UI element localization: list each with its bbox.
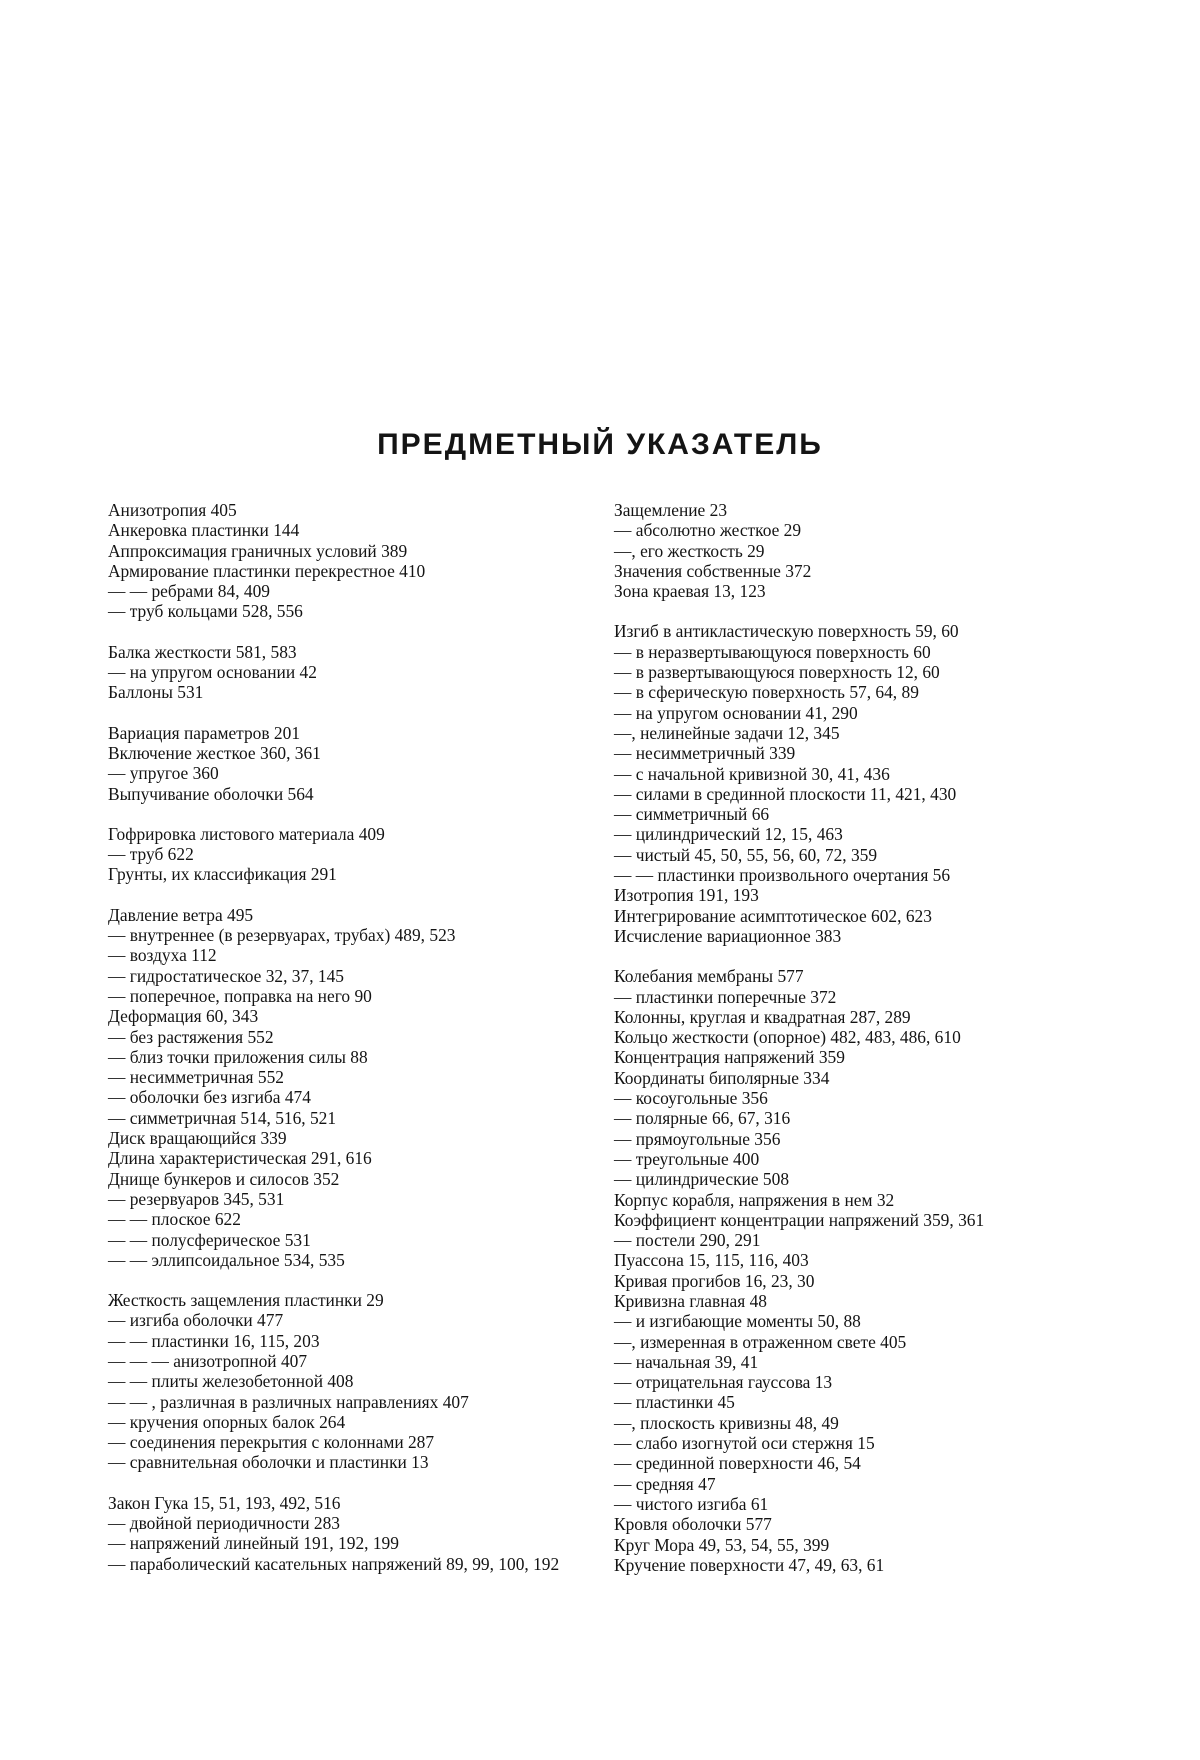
index-entry: — упругое 360 [108, 763, 219, 784]
index-entry: —, плоскость кривизны 48, 49 [614, 1412, 839, 1433]
index-group [108, 1290, 576, 1473]
index-entry: Кольцо жесткости (опорное) 482, 483, 486, 610 [614, 1027, 961, 1048]
index-entry: — цилиндрические 508 [614, 1169, 790, 1190]
index-entry: — параболический касательных напряжений 89, 99, 100, 192 [108, 1553, 560, 1574]
index-entry: Исчисление вариационное 383 [614, 925, 842, 946]
index-entry: — прямоугольные 356 [614, 1128, 781, 1149]
index-entry: Круг Мора 49, 53, 54, 55, 399 [614, 1534, 830, 1555]
index-entry: Баллоны 531 [108, 682, 204, 703]
index-entry: — срединной поверхности 46, 54 [614, 1453, 861, 1474]
index-entry: —, измеренная в отраженном свете 405 [614, 1331, 907, 1352]
index-entry: — — эллипсоидальное 534, 535 [108, 1249, 345, 1270]
index-entry: — — плиты железобетонной 408 [108, 1371, 354, 1392]
index-entry: —, его жесткость 29 [614, 540, 765, 561]
index-entry: — в неразвертывающуюся поверхность 60 [614, 641, 931, 662]
index-entry: — без растяжения 552 [108, 1026, 274, 1047]
index-group [108, 500, 576, 622]
index-entry: Кривая прогибов 16, 23, 30 [614, 1270, 815, 1291]
index-group [614, 621, 1080, 946]
index-entry: — — — анизотропной 407 [108, 1350, 308, 1371]
index-entry: Анизотропия 405 [108, 500, 237, 520]
index-group [614, 966, 1080, 1575]
index-group [108, 1493, 576, 1574]
index-entry: — полярные 66, 67, 316 [614, 1108, 791, 1129]
index-entry: Гофрировка листового материала 409 [108, 823, 385, 844]
index-entry: Давление ветра 495 [108, 904, 254, 925]
index-entry: Кручение поверхности 47, 49, 63, 61 [614, 1554, 885, 1575]
index-entry: — труб 622 [108, 844, 194, 865]
index-entry: — несимметричный 339 [614, 743, 796, 764]
index-entry: — начальная 39, 41 [614, 1351, 759, 1372]
index-entry: — с начальной кривизной 30, 41, 436 [614, 763, 890, 784]
index-entry: — соединения перекрытия с колоннами 287 [108, 1432, 435, 1453]
index-entry: — сравнительная оболочки и пластинки 13 [108, 1452, 429, 1473]
index-column-left [108, 500, 576, 1594]
index-entry: Анкеровка пластинки 144 [108, 520, 300, 541]
index-entry: Интегрирование асимптотическое 602, 623 [614, 905, 932, 926]
index-entry: — труб кольцами 528, 556 [108, 601, 303, 622]
index-entry: — косоугольные 356 [614, 1088, 768, 1109]
index-entry: — кручения опорных балок 264 [108, 1411, 346, 1432]
index-column-right [614, 500, 1080, 1595]
index-entry: — в сферическую поверхность 57, 64, 89 [614, 682, 919, 703]
index-entry: Изотропия 191, 193 [614, 885, 759, 906]
index-entry: — близ точки приложения силы 88 [108, 1046, 368, 1067]
index-group [108, 905, 576, 1270]
index-entry: — — плоское 622 [108, 1209, 241, 1230]
index-entry: Днище бункеров и силосов 352 [108, 1168, 340, 1189]
index-entry: — отрицательная гауссова 13 [614, 1372, 833, 1393]
index-entry: Кривизна главная 48 [614, 1290, 767, 1311]
index-entry: Коэффициент концентрации напряжений 359, 361 [614, 1209, 985, 1230]
index-entry: Включение жесткое 360, 361 [108, 742, 321, 763]
index-entry: — слабо изогнутой оси стержня 15 [614, 1433, 875, 1454]
index-entry: — постели 290, 291 [614, 1230, 761, 1251]
index-entry: Деформация 60, 343 [108, 1006, 259, 1027]
index-entry: — симметричный 66 [614, 804, 770, 825]
index-entry: Колебания мембраны 577 [614, 966, 804, 987]
index-entry: Балка жесткости 581, 583 [108, 641, 297, 662]
index-entry: — на упругом основании 41, 290 [614, 702, 858, 723]
index-entry: — цилиндрический 12, 15, 463 [614, 824, 843, 845]
index-entry: Диск вращающийся 339 [108, 1128, 287, 1149]
index-entry: — и изгибающие моменты 50, 88 [614, 1311, 861, 1332]
index-entry: Аппроксимация граничных условий 389 [108, 540, 408, 561]
index-entry: Кровля оболочки 577 [614, 1514, 772, 1535]
index-entry: — средняя 47 [614, 1473, 716, 1494]
index-entry: — изгиба оболочки 477 [108, 1310, 284, 1331]
index-entry: Координаты биполярные 334 [614, 1067, 830, 1088]
index-entry: — на упругом основании 42 [108, 662, 317, 683]
index-entry: Колонны, круглая и квадратная 287, 289 [614, 1006, 911, 1027]
index-entry: — напряжений линейный 191, 192, 199 [108, 1533, 399, 1554]
index-entry: Выпучивание оболочки 564 [108, 783, 314, 804]
index-group [108, 824, 576, 885]
index-entry: Армирование пластинки перекрестное 410 [108, 560, 426, 581]
index-entry: — — ребрами 84, 409 [108, 581, 270, 602]
index-entry: — треугольные 400 [614, 1148, 760, 1169]
index-entry: — воздуха 112 [108, 945, 217, 966]
index-entry: Грунты, их классификация 291 [108, 864, 337, 885]
index-entry: — оболочки без изгиба 474 [108, 1087, 311, 1108]
index-entry: — резервуаров 345, 531 [108, 1188, 285, 1209]
index-entry: Значения собственные 372 [614, 560, 812, 581]
index-entry: Корпус корабля, напряжения в нем 32 [614, 1189, 895, 1210]
index-entry: — абсолютно жесткое 29 [614, 520, 802, 541]
index-group [108, 642, 576, 703]
index-entry: —, нелинейные задачи 12, 345 [614, 722, 840, 743]
index-entry: Защемление 23 [614, 500, 728, 520]
index-entry: Зона краевая 13, 123 [614, 581, 766, 602]
index-entry: — — пластинки 16, 115, 203 [108, 1330, 320, 1351]
index-entry: — несимметричная 552 [108, 1067, 284, 1088]
index-entry: Жесткость защемления пластинки 29 [108, 1290, 384, 1311]
page-title: ПРЕДМЕТНЫЙ УКАЗАТЕЛЬ [377, 428, 823, 461]
index-entry: — в развертывающуюся поверхность 12, 60 [614, 662, 940, 683]
index-entry: — двойной периодичности 283 [108, 1513, 340, 1534]
index-entry: Концентрация напряжений 359 [614, 1047, 845, 1068]
index-entry: — чистого изгиба 61 [614, 1493, 769, 1514]
index-entry: — симметричная 514, 516, 521 [108, 1107, 337, 1128]
index-entry: — гидростатическое 32, 37, 145 [108, 965, 344, 986]
index-entry: — пластинки поперечные 372 [614, 986, 837, 1007]
index-entry: — — пластинки произвольного очертания 56 [614, 865, 951, 886]
index-entry: — — , различная в различных направлениях 407 [108, 1391, 469, 1412]
index-entry: — — полусферическое 531 [108, 1229, 311, 1250]
index-group [108, 723, 576, 804]
index-entry: — силами в срединной плоскости 11, 421, 430 [614, 783, 957, 804]
index-entry: — внутреннее (в резервуарах, трубах) 489, 523 [108, 925, 456, 946]
index-entry: Изгиб в антикластическую поверхность 59, 60 [614, 621, 959, 642]
index-entry: — поперечное, поправка на него 90 [108, 985, 372, 1006]
index-entry: — пластинки 45 [614, 1392, 735, 1413]
index-entry: Длина характеристическая 291, 616 [108, 1148, 372, 1169]
index-entry: Закон Гука 15, 51, 193, 492, 516 [108, 1492, 341, 1513]
index-entry: Пуассона 15, 115, 116, 403 [614, 1250, 809, 1271]
index-group [614, 500, 1080, 601]
index-entry: Вариация параметров 201 [108, 722, 301, 743]
index-entry: — чистый 45, 50, 55, 56, 60, 72, 359 [614, 844, 878, 865]
